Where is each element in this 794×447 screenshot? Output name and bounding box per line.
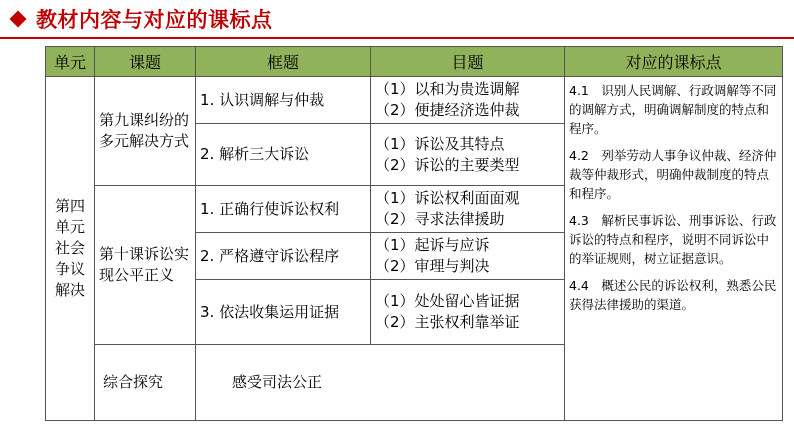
item-line: （2）主张权利靠举证 bbox=[375, 313, 520, 331]
standard-item: 4.2 列举劳动人事争议仲裁、经济仲裁等仲裁形式，明确仲裁制度的特点和程序。 bbox=[569, 148, 777, 201]
curriculum-table bbox=[45, 46, 783, 421]
item-cell bbox=[371, 124, 565, 186]
frame-cell: 1. 正确行使诉讼权利 bbox=[196, 186, 371, 233]
standard-item: 4.3 解析民事诉讼、刑事诉讼、行政诉讼的特点和程序，说明不同诉讼中的举证规则，树立证据意识。 bbox=[569, 213, 777, 266]
inquiry-content: 感受司法公正 bbox=[196, 345, 565, 421]
unit-cell: 第四单元社会争议解决 bbox=[46, 77, 95, 421]
header-standard: 对应的课标点 bbox=[565, 47, 783, 77]
table-row bbox=[46, 77, 783, 124]
item-line: （1）诉讼及其特点 bbox=[375, 134, 505, 153]
item-line: （2）寻求法律援助 bbox=[375, 210, 505, 228]
item-line: （2）诉讼的主要类型 bbox=[375, 155, 520, 174]
standards-cell bbox=[565, 77, 783, 421]
topic-cell-lesson9: 第九课纠纷的多元解决方式 bbox=[95, 77, 196, 186]
standard-item: 4.1 识别人民调解、行政调解等不同的调解方式，明确调解制度的特点和程序。 bbox=[569, 83, 777, 136]
header-item: 目题 bbox=[371, 47, 565, 77]
header-row bbox=[46, 47, 783, 77]
title-divider bbox=[0, 37, 794, 39]
slide-title-bar bbox=[6, 4, 273, 34]
item-line: （1）起诉与应诉 bbox=[375, 236, 490, 254]
frame-cell: 3. 依法收集运用证据 bbox=[196, 280, 371, 345]
frame-cell: 1. 认识调解与仲裁 bbox=[196, 77, 371, 124]
inquiry-label: 综合探究 bbox=[95, 345, 196, 421]
item-cell bbox=[371, 280, 565, 345]
item-line: （2）审理与判决 bbox=[375, 257, 490, 275]
item-line: （1）诉讼权利面面观 bbox=[375, 189, 520, 207]
item-cell bbox=[371, 77, 565, 124]
diamond-bullet-icon bbox=[10, 11, 27, 28]
standard-item: 4.4 概述公民的诉讼权利，熟悉公民获得法律援助的渠道。 bbox=[569, 278, 777, 312]
header-topic: 课题 bbox=[95, 47, 196, 77]
frame-cell: 2. 严格遵守诉讼程序 bbox=[196, 233, 371, 280]
header-unit: 单元 bbox=[46, 47, 95, 77]
item-line: （1）以和为贵选调解 bbox=[375, 80, 520, 98]
header-frame: 框题 bbox=[196, 47, 371, 77]
item-line: （1）处处留心皆证据 bbox=[375, 292, 520, 310]
topic-cell-lesson10: 第十课诉讼实现公平正义 bbox=[95, 186, 196, 345]
item-line: （2）便捷经济选仲裁 bbox=[375, 101, 520, 119]
frame-cell: 2. 解析三大诉讼 bbox=[196, 124, 371, 186]
item-cell bbox=[371, 233, 565, 280]
item-cell bbox=[371, 186, 565, 233]
slide-title: 教材内容与对应的课标点 bbox=[36, 8, 273, 32]
